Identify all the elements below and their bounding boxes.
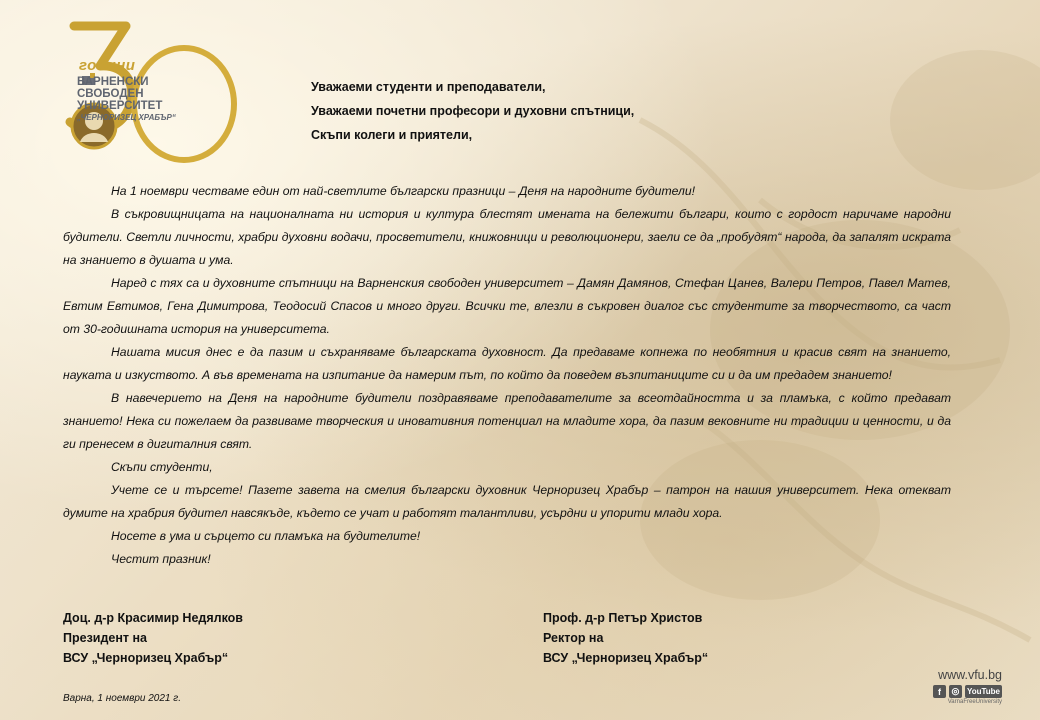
youtube-icon[interactable] [965, 685, 1002, 698]
signature-rector [543, 608, 708, 668]
signature-org: ВСУ „Черноризец Храбър“ [63, 651, 229, 665]
signature-name: Доц. д-р Красимир Недялков [63, 611, 243, 625]
logo-line-svoboden: СВОБОДЕН [77, 88, 144, 100]
letter-date: Варна, 1 ноември 2021 г. [63, 693, 181, 704]
instagram-icon[interactable]: ◎ [949, 685, 962, 698]
greeting-line: Скъпи колеги и приятели, [311, 128, 473, 142]
logo-line-chernorizets: „ЧЕРНОРИЗЕЦ ХРАБЪР“ [77, 113, 176, 122]
signature-title: Ректор на [543, 631, 604, 645]
greetings [311, 75, 634, 147]
greeting-line: Уважаеми почетни професори и духовни спътници, [311, 104, 635, 118]
greeting-line: Уважаеми студенти и преподаватели, [311, 80, 546, 94]
university-30-years-logo [56, 18, 246, 163]
facebook-icon[interactable]: f [933, 685, 946, 698]
letter-body [63, 180, 951, 571]
footer-branding [924, 668, 1002, 705]
signature-org: ВСУ „Черноризец Храбър“ [543, 651, 709, 665]
signature-title: Президент на [63, 631, 148, 645]
social-links [924, 685, 1002, 698]
signature-name: Проф. д-р Петър Христов [543, 611, 703, 625]
letter-paragraph: Учете се и търсете! Пазете завета на смелия български духовник Черноризец Храбър – патрон на нашия университет. Нека отекват думите на храбрия будител навсякъде, където се учат и работят талантливи, усърдни и упорити млади хора. [63, 483, 951, 520]
letter-paragraph: Честит празник! [111, 552, 211, 566]
logo-line-universitet: УНИВЕРСИТЕТ [77, 100, 163, 112]
letter-paragraph: Наред с тях са и духовните спътници на Варненския свободен университет – Дамян Дамянов, Стефан Цанев, Валери Петров, Павел Матев, Евтим Евтимов, Гена Димитрова, Теодосий Спасов и много други. Всички те, влезли в съкровен диалог със студентите за творчеството, са част от 30-годишната история на университета. [63, 276, 951, 336]
logo-line-varnenski: ВАРНЕНСКИ [77, 76, 149, 88]
letter-paragraph: Носете в ума и сърцето си пламъка на будителите! [111, 529, 421, 543]
signature-president [63, 608, 243, 668]
letter-paragraph: Скъпи студенти, [111, 460, 213, 474]
logo-years-label: години [79, 57, 136, 74]
letter-paragraph: Нашата мисия днес е да пазим и съхраняваме българската духовност. Да предаваме копнежа по необятния и красив свят на знанието, науката и изкуството. А във времената на изпитание да намерим път, по който да поведем възпитаниците си и да им предадем знанието! [63, 345, 951, 382]
website-link[interactable]: www.vfu.bg [938, 668, 1002, 682]
letter-paragraph: В навечерието на Деня на народните будители поздравяваме преподавателите за всеотдайността и за пламъка, с който предават знанието! Нека си пожелаем да развиваме творческия и иновативния потенциал на младите хора, да пазим вековните ни традиции и ценности, и да ги пренесем в дигиталния свят. [63, 391, 951, 451]
letter-paragraph: На 1 ноември честваме един от най-светлите български празници – Деня на народните будители! [111, 184, 696, 198]
footer-tagline: VarnaFreeUniversity [947, 699, 1002, 705]
letter-paragraph: В съкровищницата на националната ни история и култура блестят имената на бележити българи, които с гордост наричаме народни будители. Светли личности, храбри духовни водачи, просветители, книжовници и революционери, заели се да „пробудят“ народа, да запалят искрата на знанието в душата и ума. [63, 207, 951, 267]
youtube-label: YouTube [966, 687, 1000, 696]
